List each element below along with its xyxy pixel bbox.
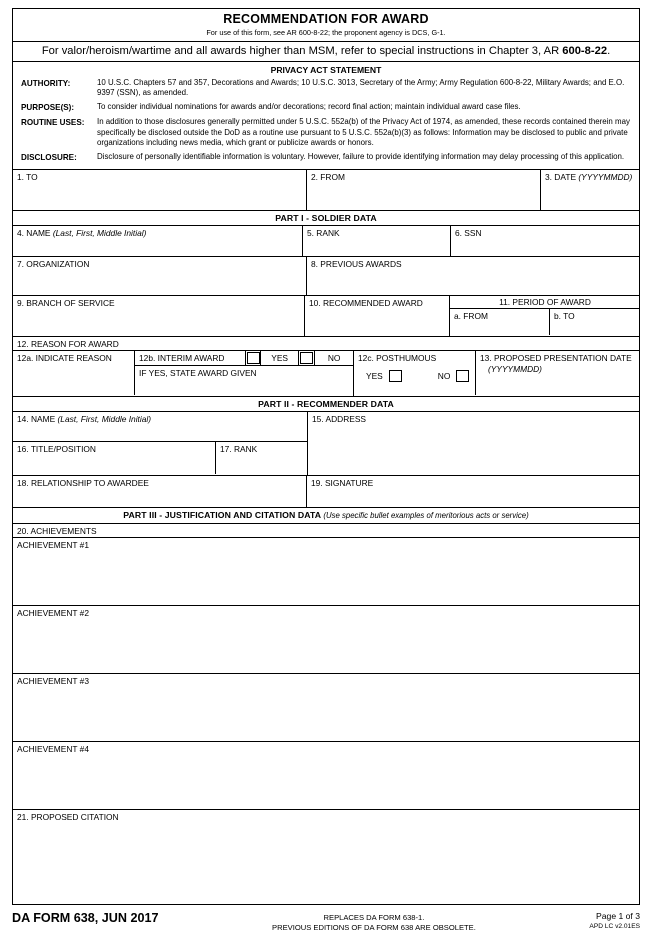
field-achievement-3-label: ACHIEVEMENT #3 <box>17 676 89 687</box>
interim-no-label: NO <box>327 352 341 363</box>
apd-version: APD LC v2.01ES <box>589 923 640 931</box>
field-interim-award <box>135 351 245 365</box>
interim-no-checkbox[interactable] <box>300 352 313 364</box>
routing-row <box>13 170 639 211</box>
field-period-from-label: a. FROM <box>454 311 488 322</box>
privacy-row-purposes <box>21 102 633 113</box>
field-achievement-3[interactable] <box>13 674 639 742</box>
form-title-block <box>13 9 639 42</box>
field-title-position[interactable] <box>13 442 216 474</box>
footer-right-block <box>589 911 640 931</box>
interim-no-label-cell <box>315 351 353 365</box>
form-replaces-note <box>159 911 590 932</box>
part1-bar: PART I - SOLDIER DATA <box>13 211 639 226</box>
privacy-text: To consider individual nominations for awards and/or decorations; record final action; maintain individual award case files. <box>97 102 521 112</box>
privacy-row-authority <box>21 78 633 98</box>
field-organization-label: 7. ORGANIZATION <box>17 259 90 270</box>
field-from[interactable] <box>307 170 541 210</box>
part2-bar: PART II - RECOMMENDER DATA <box>13 397 639 412</box>
field-date-label: 3. DATE (YYYYMMDD) <box>545 172 633 183</box>
achievements-header <box>13 524 639 538</box>
field-achievement-4-label: ACHIEVEMENT #4 <box>17 744 89 755</box>
part1-branch-row <box>13 296 639 337</box>
interim-award-header <box>135 351 353 366</box>
valor-regulation-ref: 600-8-22 <box>562 45 608 57</box>
field-period-from[interactable] <box>450 309 550 335</box>
form-identifier: DA FORM 638, JUN 2017 <box>12 911 159 926</box>
field-branch-of-service-label: 9. BRANCH OF SERVICE <box>17 298 115 309</box>
field-recommender-rank[interactable] <box>216 442 307 474</box>
part1-name-row <box>13 226 639 257</box>
field-signature[interactable] <box>307 476 638 507</box>
field-to[interactable] <box>13 170 307 210</box>
valor-text-prefix: For valor/heroism/wartime and all awards higher than MSM, refer to special instructions in Chapter 3, AR <box>41 45 563 57</box>
field-indicate-reason-label: 12a. INDICATE REASON <box>17 353 112 364</box>
field-if-yes-state-award-label: IF YES, STATE AWARD GIVEN <box>139 368 257 379</box>
field-proposed-presentation-date-format: (YYYYMMDD) <box>488 364 542 375</box>
field-recommended-award-label: 10. RECOMMENDED AWARD <box>308 298 423 309</box>
privacy-label: ROUTINE USES: <box>21 117 85 127</box>
form-use-note: For use of this form, see AR 600-8-22; the proponent agency is DCS, G-1. <box>206 28 446 37</box>
posthumous-yes-group[interactable] <box>366 370 402 382</box>
field-soldier-name[interactable] <box>13 226 303 256</box>
form-body <box>12 8 640 905</box>
field-achievement-4[interactable] <box>13 742 639 810</box>
reason-for-award-label: 12. REASON FOR AWARD <box>17 339 119 350</box>
field-proposed-presentation-date[interactable] <box>476 351 639 395</box>
part2-title-rank-row <box>13 442 307 474</box>
field-recommender-name-label: 14. NAME (Last, First, Middle Initial) <box>17 414 152 425</box>
field-soldier-rank-label: 5. RANK <box>307 228 340 239</box>
field-proposed-citation[interactable] <box>13 810 639 905</box>
field-recommender-name[interactable] <box>13 412 307 442</box>
field-achievement-2[interactable] <box>13 606 639 674</box>
field-indicate-reason[interactable] <box>13 351 135 395</box>
field-achievement-2-label: ACHIEVEMENT #2 <box>17 608 89 619</box>
period-of-award-label: 11. PERIOD OF AWARD <box>499 297 591 308</box>
part2-left-column <box>13 412 308 475</box>
part3-bar <box>13 508 639 524</box>
interim-yes-label-cell <box>261 351 299 365</box>
valor-instruction-line <box>13 42 639 62</box>
part2-upper-row <box>13 412 639 476</box>
field-from-label: 2. FROM <box>311 172 345 183</box>
privacy-row-routine-uses <box>21 117 633 148</box>
posthumous-options <box>358 370 472 382</box>
reason-for-award-header <box>13 337 639 351</box>
privacy-row-disclosure <box>21 152 633 163</box>
interim-award-group <box>135 351 354 396</box>
part2-lower-row <box>13 476 639 508</box>
form-replaces-line-2: PREVIOUS EDITIONS OF DA FORM 638 ARE OBSOLETE. <box>272 922 476 932</box>
page-title: RECOMMENDATION FOR AWARD <box>223 12 429 26</box>
privacy-act-body <box>13 77 639 170</box>
field-date[interactable] <box>541 170 638 210</box>
valor-text-suffix: . <box>607 45 611 57</box>
field-title-position-label: 16. TITLE/POSITION <box>17 444 96 455</box>
field-soldier-ssn-label: 6. SSN <box>455 228 482 239</box>
interim-yes-label: YES <box>271 352 289 363</box>
posthumous-yes-checkbox[interactable] <box>389 370 402 382</box>
field-recommender-address[interactable] <box>308 412 639 475</box>
field-period-to[interactable] <box>550 309 639 335</box>
period-of-award-header <box>450 296 639 309</box>
field-recommended-award[interactable] <box>305 296 450 336</box>
field-achievement-1[interactable] <box>13 538 639 606</box>
field-relationship-to-awardee[interactable] <box>13 476 307 507</box>
part1-reason-row <box>13 351 639 397</box>
field-soldier-ssn[interactable] <box>451 226 638 256</box>
period-of-award-group <box>450 296 639 336</box>
part3-bar-note: (Use specific bullet examples of meritorious acts or service) <box>323 511 529 521</box>
interim-yes-checkbox[interactable] <box>247 352 260 364</box>
field-branch-of-service[interactable] <box>13 296 305 336</box>
page-number: Page 1 of 3 <box>596 911 640 922</box>
field-posthumous[interactable] <box>354 351 476 395</box>
field-interim-award-label: 12b. INTERIM AWARD <box>139 353 225 364</box>
posthumous-no-checkbox[interactable] <box>456 370 469 382</box>
posthumous-no-label: NO <box>437 370 451 381</box>
period-of-award-subrow <box>450 309 639 335</box>
form-replaces-line-1: REPLACES DA FORM 638-1. <box>323 913 425 923</box>
privacy-label: AUTHORITY: <box>21 78 71 88</box>
field-soldier-rank[interactable] <box>303 226 451 256</box>
field-soldier-name-label: 4. NAME (Last, First, Middle Initial) <box>17 228 147 239</box>
field-previous-awards-label: 8. PREVIOUS AWARDS <box>311 259 402 270</box>
privacy-act-heading: PRIVACY ACT STATEMENT <box>270 65 382 75</box>
privacy-text: In addition to those disclosures generally permitted under 5 U.S.C. 552a(b) of the Privacy Act of 1974, as amended, these records contained therein may specifically be disclosed outside the DoD as a routine use pursuant to 5 U.S.C. 552a(b)(3) as follows: Information may be disclosed to public and private organizations including news media, which grant or publicize awards or honors. <box>97 117 630 147</box>
posthumous-yes-label: YES <box>366 370 383 381</box>
privacy-label: PURPOSE(S): <box>21 102 75 112</box>
posthumous-no-group[interactable] <box>438 370 470 382</box>
field-to-label: 1. TO <box>17 172 38 183</box>
field-signature-label: 19. SIGNATURE <box>311 478 374 489</box>
field-recommender-rank-label: 17. RANK <box>220 444 258 455</box>
field-proposed-citation-label: 21. PROPOSED CITATION <box>17 812 119 823</box>
part3-bar-title: PART III - JUSTIFICATION AND CITATION DATA <box>123 510 321 521</box>
privacy-text: Disclosure of personally identifiable information is voluntary. However, failure to provide identifying information may delay processing of this application. <box>97 152 625 162</box>
field-relationship-to-awardee-label: 18. RELATIONSHIP TO AWARDEE <box>17 478 149 489</box>
privacy-label: DISCLOSURE: <box>21 152 77 162</box>
field-posthumous-label: 12c. POSTHUMOUS <box>358 353 437 364</box>
interim-yes-checkbox-cell[interactable] <box>245 351 261 365</box>
field-previous-awards[interactable] <box>307 257 638 295</box>
field-recommender-address-label: 15. ADDRESS <box>312 414 366 425</box>
field-proposed-presentation-date-label: 13. PROPOSED PRESENTATION DATE <box>480 353 632 364</box>
form-footer <box>12 905 640 932</box>
achievements-header-label: 20. ACHIEVEMENTS <box>17 526 97 537</box>
field-period-to-label: b. TO <box>554 311 575 322</box>
field-organization[interactable] <box>13 257 307 295</box>
privacy-text: 10 U.S.C. Chapters 57 and 357, Decorations and Awards; 10 U.S.C. 3013, Secretary of the Army; Army Regulation 600-8-22, Military Awards; and E.O. 9397 (SSN), as amended. <box>97 78 625 98</box>
field-if-yes-state-award[interactable] <box>135 366 353 396</box>
interim-no-checkbox-cell[interactable] <box>299 351 315 365</box>
field-achievement-1-label: ACHIEVEMENT #1 <box>17 540 89 551</box>
part1-organization-row <box>13 257 639 296</box>
